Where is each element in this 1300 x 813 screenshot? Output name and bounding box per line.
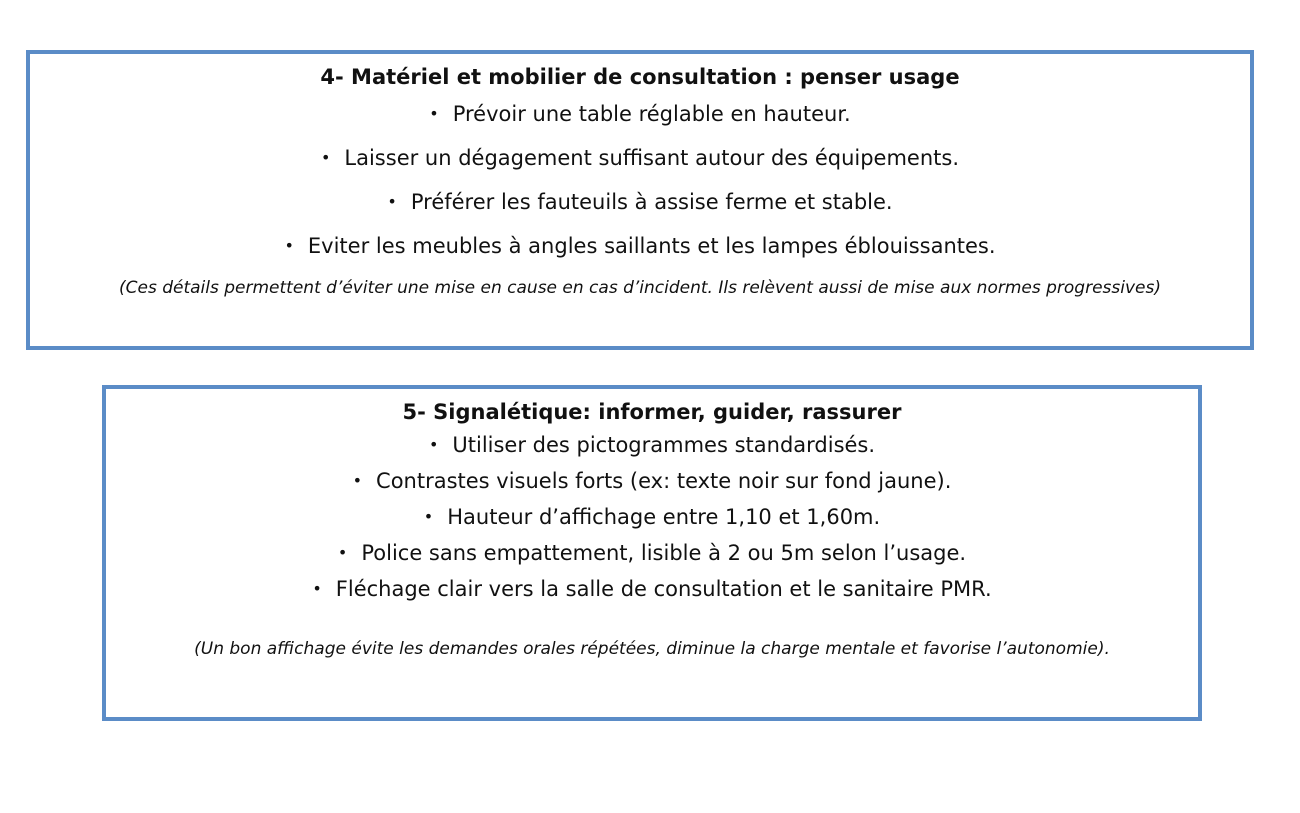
bullet-dot-icon: •	[352, 471, 363, 490]
bullet-dot-icon: •	[387, 192, 397, 211]
bullet-item	[30, 136, 1250, 180]
section-4-bullet-list	[30, 92, 1250, 268]
bullet-dot-icon: •	[423, 507, 434, 526]
bullet-text: Contrastes visuels forts (ex: texte noir sur fond jaune).	[376, 469, 952, 493]
bullet-dot-icon: •	[312, 579, 322, 598]
section-5-bullet-list	[106, 427, 1198, 607]
section-4-title: 4- Matériel et mobilier de consultation : penser usage	[320, 65, 960, 89]
bullet-text: Eviter les meubles à angles saillants et les lampes éblouissantes.	[307, 234, 996, 258]
bullet-item	[30, 180, 1250, 224]
bullet-text: Police sans empattement, lisible à 2 ou 5m selon l’usage.	[361, 541, 967, 565]
bullet-text: Hauteur d’affichage entre 1,10 et 1,60m.	[447, 505, 881, 529]
bullet-text: Prévoir une table réglable en hauteur.	[452, 102, 851, 126]
section-5-note: (Un bon affichage évite les demandes orales répétées, diminue la charge mentale et favorise l’autonomie).	[194, 639, 1110, 659]
bullet-dot-icon: •	[284, 236, 294, 255]
bullet-item	[106, 427, 1198, 463]
bullet-item	[106, 463, 1198, 499]
bullet-dot-icon: •	[429, 104, 439, 123]
bullet-item	[30, 92, 1250, 136]
bullet-text: Fléchage clair vers la salle de consultation et le sanitaire PMR.	[335, 577, 992, 601]
section-4-note: (Ces détails permettent d’éviter une mise en cause en cas d’incident. Ils relèvent aussi de mise aux normes progressives)	[119, 278, 1161, 298]
bullet-dot-icon: •	[320, 148, 331, 167]
bullet-item	[106, 571, 1198, 607]
bullet-text: Préférer les fauteuils à assise ferme et stable.	[410, 190, 893, 214]
bullet-text: Laisser un dégagement suffisant autour des équipements.	[344, 146, 960, 170]
bullet-item	[106, 499, 1198, 535]
bullet-dot-icon: •	[428, 435, 439, 454]
bullet-item	[106, 535, 1198, 571]
section-4-box	[26, 50, 1254, 350]
bullet-dot-icon: •	[337, 543, 348, 562]
section-5-title: 5- Signalétique: informer, guider, rassurer	[402, 400, 902, 424]
section-5-box	[102, 385, 1202, 721]
bullet-item	[30, 224, 1250, 268]
bullet-text: Utiliser des pictogrammes standardisés.	[452, 433, 876, 457]
